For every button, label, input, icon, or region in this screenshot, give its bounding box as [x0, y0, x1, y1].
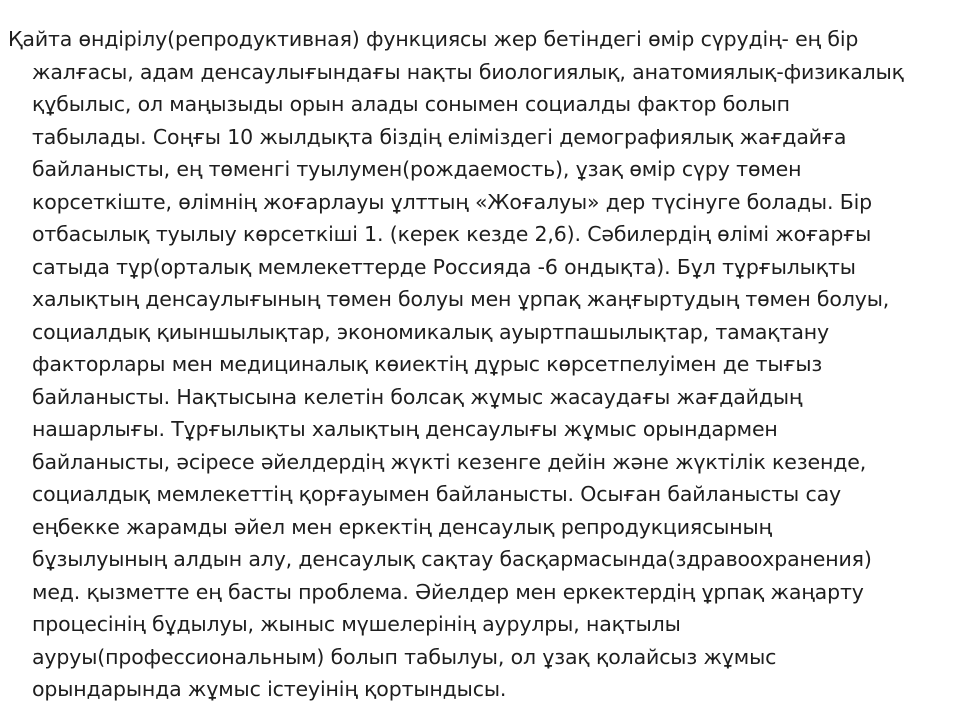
text-line: халықтың денсаулығының төмен болуы мен ұрпақ жаңғыртудың төмен болуы, [32, 287, 890, 311]
text-line: социалдық қиыншылықтар, экономикалық ауыртпашылықтар, тамақтану [32, 319, 829, 344]
text-line: социалдық мемлекеттің қорғауымен байланысты. Осыған байланысты сау [32, 482, 841, 506]
text-line: құбылыс, ол маңызыды орын алады сонымен социалды фактор болып [32, 92, 790, 116]
text-line: Қайта өндірілу(репродуктивная) функциясы жер бетіндегі өмір сүрудің- ең бір [8, 27, 859, 51]
text-line: табылады. Соңғы 10 жылдықта біздің еліміздегі демографиялық жағдайға [32, 124, 847, 149]
text-line: нашарлығы. Тұрғылықты халықтың денсаулығы жұмыс орындармен [32, 417, 778, 441]
text-line: факторлары мен медициналық көиектің дұрыс көрсетпелуімен де тығыз [32, 352, 823, 376]
text-line: жалғасы, адам денсаулығындағы нақты биологиялық, анатомиялық-физикалық [32, 59, 904, 84]
text-line: байланысты, әсіресе әйелдердің жүкті кезенге дейін және жүктілік кезенде, [32, 449, 867, 474]
body-text [8, 23, 952, 706]
text-line: бұзылуының алдын алу, денсаулық сақтау басқармасында(здравоохранения) [32, 547, 872, 571]
text-line: мед. қызметте ең басты проблема. Әйелдер мен еркектердің ұрпақ жаңарту [32, 579, 864, 604]
text-line: еңбекке жарамды әйел мен еркектің денсаулық репродукциясының [32, 514, 772, 539]
text-line: байланысты, ең төменгі туылумен(рождаемость), ұзақ өмір сүру төмен [32, 157, 802, 181]
text-line: байланысты. Нақтысына келетін болсақ жұмыс жасаудағы жағдайдың [32, 384, 803, 409]
text-line: процесінің бұдылуы, жыныс мүшелерінің аурулры, нақтылы [32, 612, 681, 636]
text-line: ауруы(профессиональным) болып табылуы, ол ұзақ қолайсыз жұмыс [32, 644, 777, 669]
text-line: орындарында жұмыс істеуінің қортындысы. [32, 677, 507, 701]
text-line: сатыда тұр(орталық мемлекеттерде Россияда -6 ондықта). Бұл тұрғылықты [32, 254, 856, 279]
text-line: отбасылық туылыу көрсеткіші 1. (керек кезде 2,6). Сәбилердің өлімі жоғарғы [32, 222, 872, 246]
text-line: корсеткіште, өлімнің жоғарлауы ұлттың «Жоғалуы» дер түсінуге болады. Бір [32, 189, 873, 214]
